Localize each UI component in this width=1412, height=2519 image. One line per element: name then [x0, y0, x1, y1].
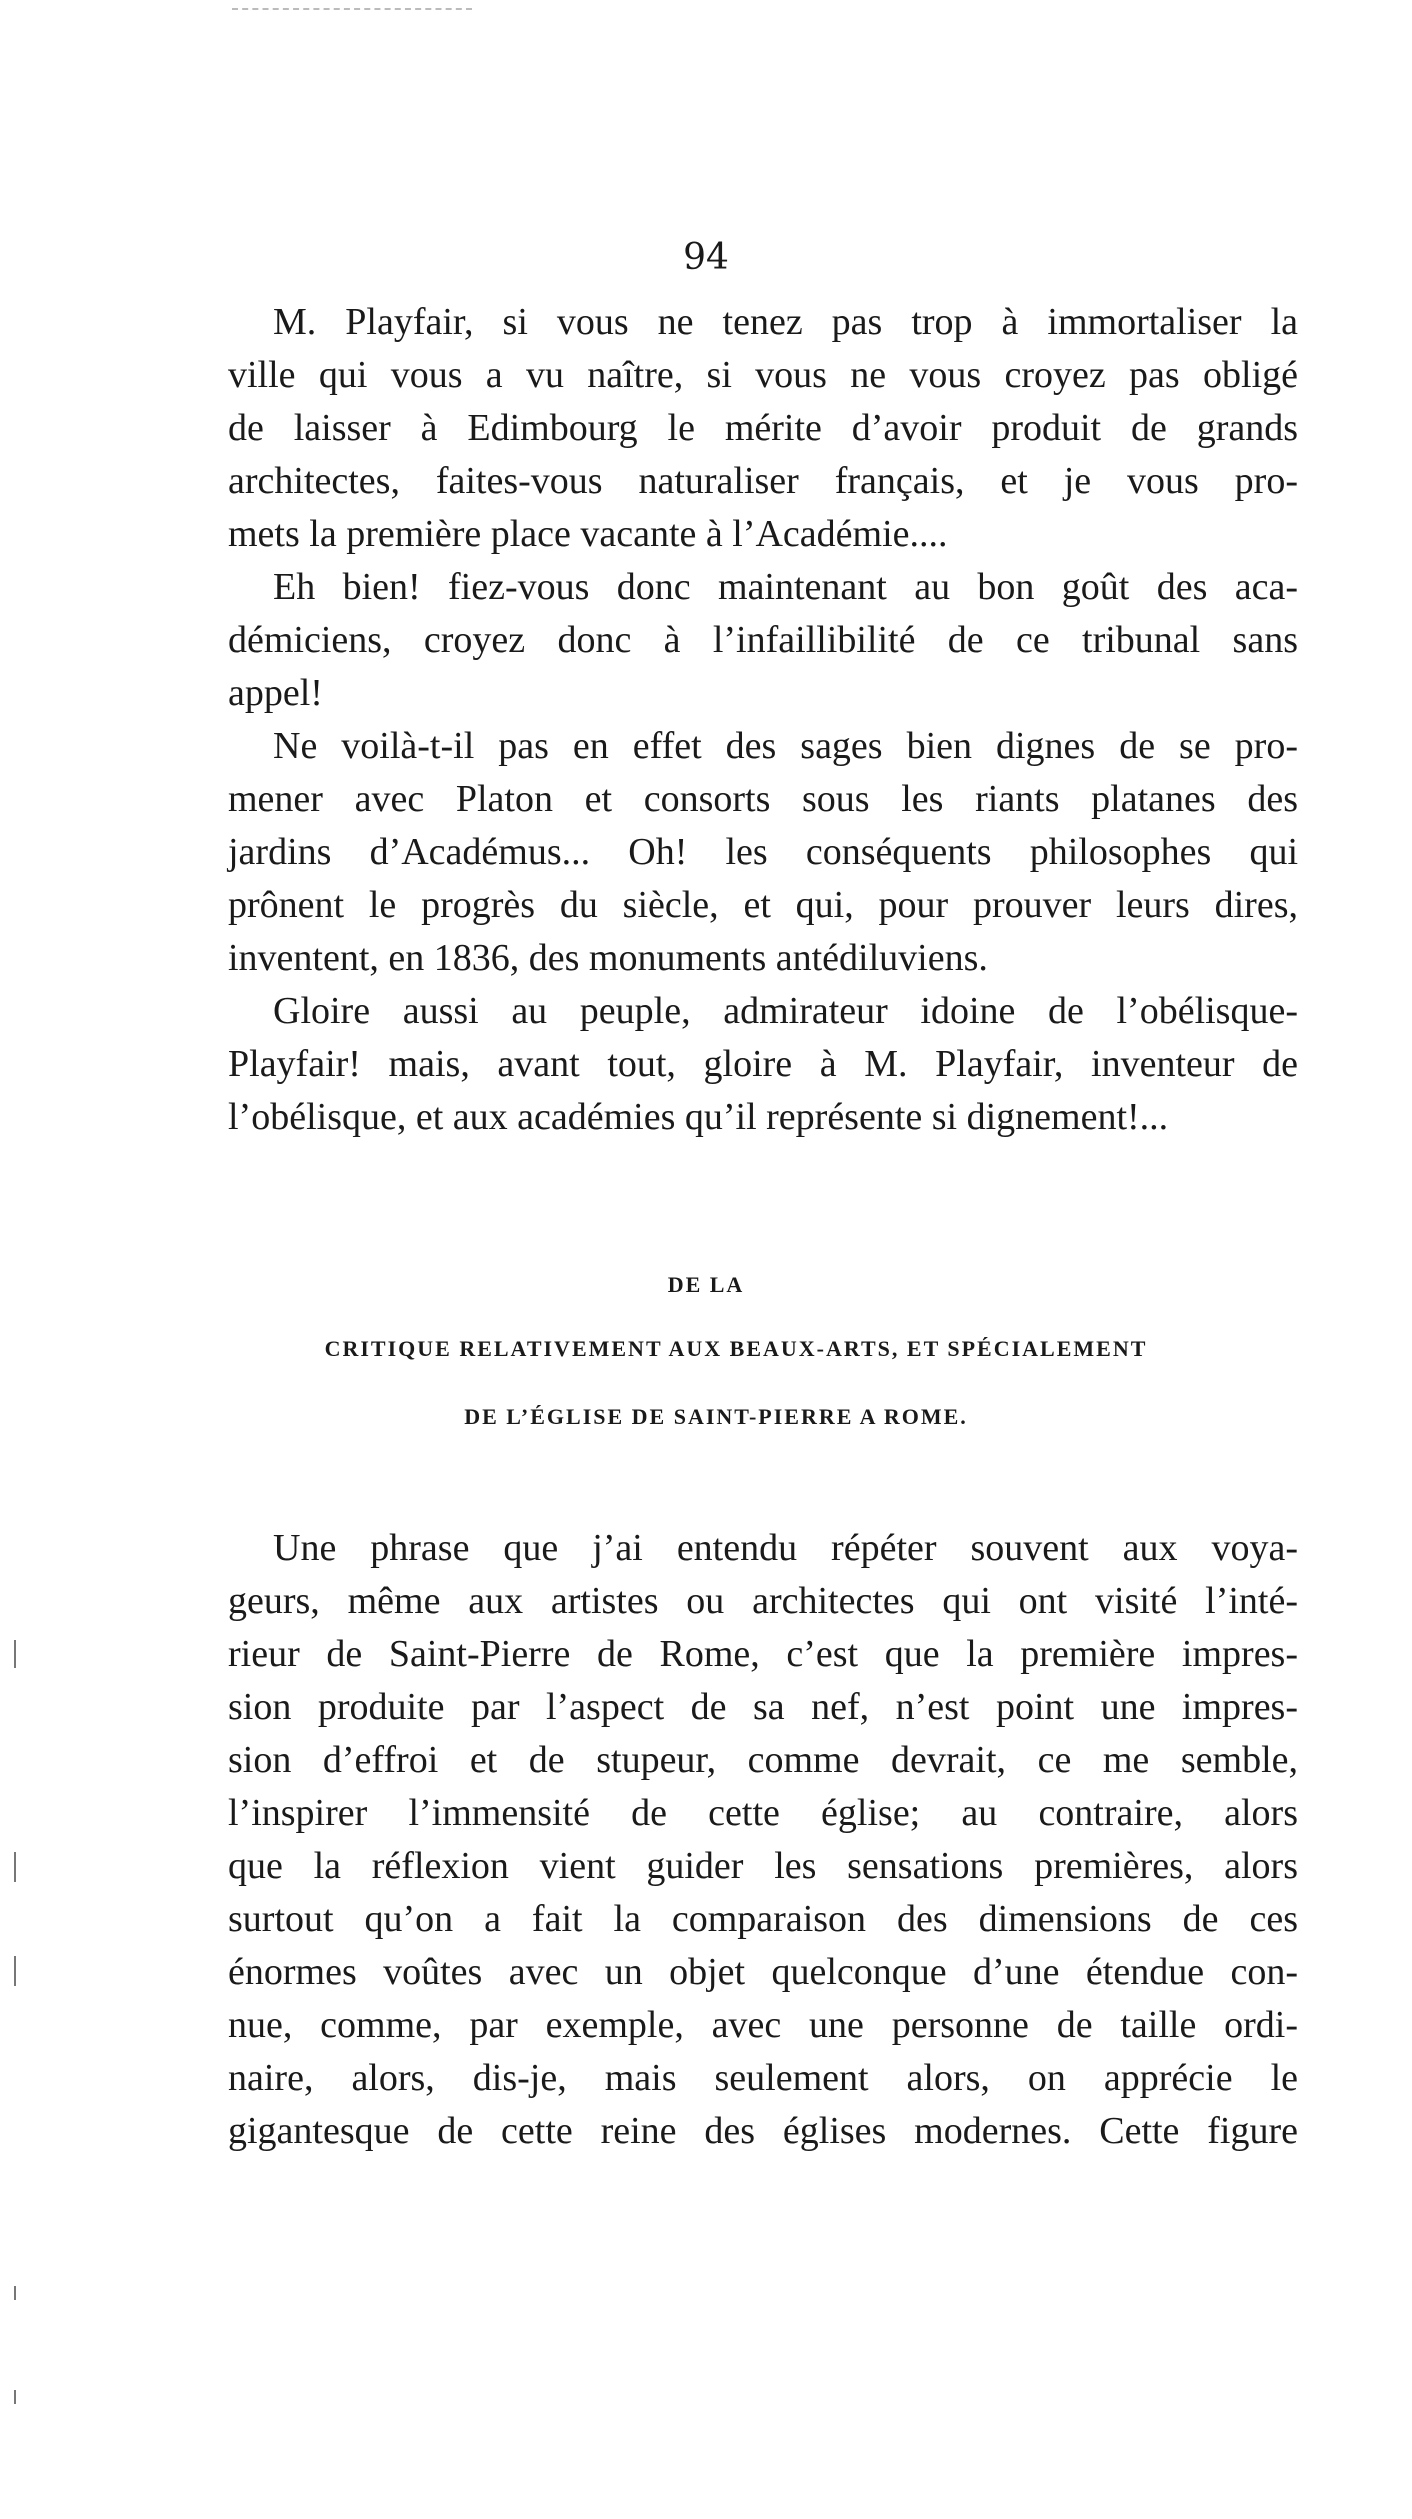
paragraph-2: [228, 561, 1298, 720]
text-line: M. Playfair, si vous ne tenez pas trop à immortaliser la: [273, 301, 1298, 343]
text-line: architectes, faites-vous naturaliser français, et je vous pro-: [228, 460, 1298, 502]
text-line: mener avec Platon et consorts sous les riants platanes des: [228, 778, 1298, 820]
section-1-text: [228, 296, 1298, 1144]
text-line: Une phrase que j’ai entendu répéter souvent aux voya-: [273, 1527, 1298, 1569]
text-line: jardins d’Académus... Oh! les conséquents philosophes qui: [228, 831, 1298, 873]
text-line: prônent le progrès du siècle, et qui, pour prouver leurs dires,: [228, 884, 1298, 926]
text-line: mets la première place vacante à l’Académie....: [228, 513, 948, 555]
paragraph-5: [228, 1522, 1298, 2158]
text-line: Gloire aussi au peuple, admirateur idoine de l’obélisque-: [273, 990, 1298, 1032]
margin-mark: [14, 2286, 16, 2300]
paragraph-3: [228, 720, 1298, 985]
page-number: 94: [683, 237, 729, 278]
text-line: démiciens, croyez donc à l’infaillibilité de ce tribunal sans: [228, 619, 1298, 661]
text-line: appel!: [228, 672, 323, 714]
margin-mark: [14, 1852, 16, 1882]
text-line: de laisser à Edimbourg le mérite d’avoir produit de grands: [228, 407, 1298, 449]
text-line: gigantesque de cette reine des églises modernes. Cette figure: [228, 2110, 1298, 2152]
text-line: énormes voûtes avec un objet quelconque d’une étendue con-: [228, 1951, 1298, 1993]
margin-mark: [14, 1640, 16, 1668]
top-scan-rule: [232, 8, 472, 10]
text-line: ville qui vous a vu naître, si vous ne vous croyez pas obligé: [228, 354, 1298, 396]
margin-mark: [14, 2390, 16, 2404]
text-line: naire, alors, dis-je, mais seulement alors, on apprécie le: [228, 2057, 1298, 2099]
text-line: Playfair! mais, avant tout, gloire à M. Playfair, inventeur de: [228, 1043, 1298, 1085]
section-heading-line-2: CRITIQUE RELATIVEMENT AUX BEAUX-ARTS, ET SPÉCIALEMENT: [324, 1336, 1148, 1361]
text-line: Eh bien! fiez-vous donc maintenant au bon goût des aca-: [273, 566, 1298, 608]
section-2-text: [228, 1522, 1298, 2158]
text-line: nue, comme, par exemple, avec une personne de taille ordi-: [228, 2004, 1298, 2046]
text-line: l’obélisque, et aux académies qu’il représente si dignement!...: [228, 1096, 1169, 1138]
text-line: sion produite par l’aspect de sa nef, n’est point une impres-: [228, 1686, 1298, 1728]
section-heading-line-1: DE LA: [667, 1272, 745, 1297]
paragraph-1: [228, 296, 1298, 561]
paragraph-4: [228, 985, 1298, 1144]
text-line: Ne voilà-t-il pas en effet des sages bien dignes de se pro-: [273, 725, 1298, 767]
text-line: que la réflexion vient guider les sensations premières, alors: [228, 1845, 1298, 1887]
text-line: l’inspirer l’immensité de cette église; au contraire, alors: [228, 1792, 1298, 1834]
text-line: surtout qu’on a fait la comparaison des dimensions de ces: [228, 1898, 1298, 1940]
text-line: inventent, en 1836, des monuments antédiluviens.: [228, 937, 988, 979]
text-line: sion d’effroi et de stupeur, comme devrait, ce me semble,: [228, 1739, 1298, 1781]
text-line: geurs, même aux artistes ou architectes qui ont visité l’inté-: [228, 1580, 1298, 1622]
margin-mark: [14, 1956, 16, 1986]
section-heading-line-3: DE L’ÉGLISE DE SAINT-PIERRE A ROME.: [464, 1404, 968, 1429]
text-line: rieur de Saint-Pierre de Rome, c’est que la première impres-: [228, 1633, 1298, 1675]
